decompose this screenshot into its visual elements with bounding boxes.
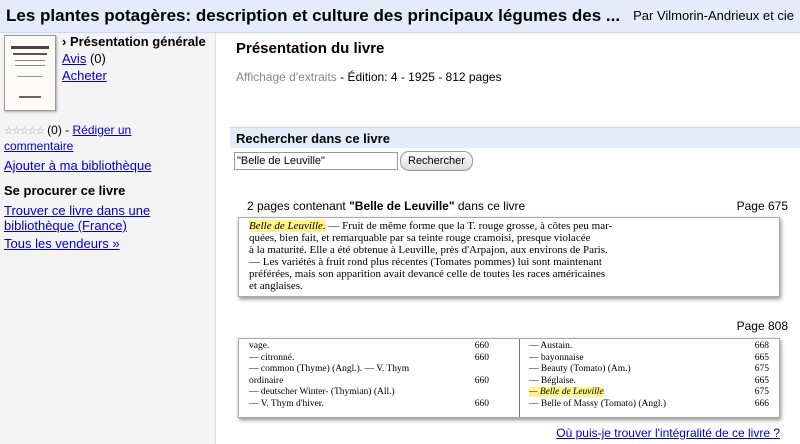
index-page: 668 [754, 341, 769, 351]
index-entry: — Béglaise. [529, 375, 576, 386]
star-rating-icon[interactable]: ☆☆☆☆☆ [4, 126, 44, 137]
page-title: Présentation du livre [236, 40, 385, 57]
sidebar-nav [62, 33, 206, 84]
sidebar [0, 33, 216, 444]
get-book-heading: Se procurer ce livre [4, 183, 126, 198]
results-summary [247, 199, 525, 213]
search-button[interactable]: Rechercher [400, 151, 473, 171]
index-page: 660 [474, 352, 489, 363]
snippet-line: préférées, mais son apparition avait devancé celle de toutes les races américaines [249, 268, 606, 280]
write-review-link[interactable]: Rédiger un commentaire [4, 123, 132, 153]
index-column-left [249, 341, 509, 410]
find-in-library-link[interactable]: Trouver ce livre dans une bibliothèque (France) [4, 203, 151, 233]
snippet-line: — Les variétés à fruit rond plus récentes (Tomates pommes) lui sont maintenant [249, 256, 602, 268]
index-entry: ordinaire [249, 375, 284, 386]
index-entry: vage. [249, 341, 270, 351]
results-suffix: dans ce livre [454, 199, 526, 213]
index-entry: — Belle of Massy (Tomato) (Angl.) [529, 398, 667, 409]
index-page: 675 [754, 364, 769, 374]
index-entry: — Beauty (Tomato) (Am.) [529, 364, 631, 374]
index-page: 660 [474, 398, 489, 409]
index-row [249, 341, 509, 353]
search-result-snippet[interactable] [238, 217, 780, 297]
reviews-count: (0) [89, 51, 106, 66]
snippet-line: — Fruit de même forme que la T. rouge grosse, à côtes peu mar- [325, 220, 613, 232]
rating-count: (0) - [47, 123, 70, 137]
search-input[interactable] [234, 152, 398, 170]
add-to-library-link[interactable]: Ajouter à ma bibliothèque [4, 158, 152, 173]
index-row [249, 387, 509, 399]
index-page: 660 [474, 375, 489, 386]
snippet-highlight: Belle de Leuville. [249, 220, 326, 232]
results-prefix: 2 pages contenant [247, 199, 350, 213]
index-entry: — common (Thyme) (Angl.). — V. Thym [249, 364, 410, 374]
index-entry: — citronné. [249, 352, 295, 363]
index-page: 666 [754, 398, 769, 409]
index-page: 675 [754, 387, 769, 397]
buy-link[interactable]: Acheter [62, 68, 107, 83]
index-entry: — deutscher Winter- (Thymian) (All.) [249, 387, 395, 397]
index-row [529, 387, 780, 399]
index-row [249, 399, 509, 411]
preview-type: Affichage d'extraits [236, 70, 337, 84]
index-row [249, 353, 509, 365]
index-row [529, 376, 780, 388]
result-page-number: Page 808 [736, 319, 788, 333]
index-entry-highlight: — Belle de Leuville [529, 387, 604, 397]
index-row [529, 353, 780, 365]
column-divider [519, 339, 520, 417]
index-row [249, 364, 509, 376]
index-page: 660 [474, 341, 489, 351]
index-entry: — Austain. [529, 341, 573, 351]
index-entry: — bayonnaise [529, 352, 584, 363]
snippet-line: quées, bien fait, et remarquable par sa teinte rouge cramoisi, presque violacée [249, 232, 591, 244]
search-heading: Rechercher dans ce livre [236, 131, 390, 146]
search-section-header [230, 127, 800, 148]
search-result-snippet[interactable] [238, 338, 780, 418]
book-author: Par Vilmorin-Andrieux et cie [633, 8, 794, 23]
index-row [529, 399, 780, 411]
sidebar-item-overview[interactable]: › Présentation générale [62, 34, 206, 49]
all-sellers-link[interactable]: Tous les vendeurs » [4, 236, 120, 251]
index-row [529, 341, 780, 353]
snippet-line: et anglaises. [249, 280, 303, 292]
results-term: "Belle de Leuville" [349, 199, 455, 213]
edition-info: - Édition: 4 - 1925 - 812 pages [340, 70, 502, 84]
snippet-line: à la maturité. Elle a été obtenue à Leuville, près d'Arpajon, aux environs de Paris. [249, 244, 608, 256]
index-entry: — V. Thym d'hiver. [249, 398, 324, 409]
index-page: 665 [754, 375, 769, 386]
index-row [249, 376, 509, 388]
where-to-find-book-link[interactable]: Où puis-je trouver l'intégralité de ce livre ? [556, 426, 780, 440]
book-meta [236, 70, 502, 84]
title-bar [0, 0, 800, 33]
index-page: 665 [754, 352, 769, 363]
index-row [529, 364, 780, 376]
result-page-number: Page 675 [736, 199, 788, 213]
book-title: Les plantes potagères: description et culture des principaux légumes des ... [6, 6, 621, 25]
book-cover-thumbnail[interactable] [4, 35, 56, 111]
index-column-right [529, 341, 780, 410]
reviews-link[interactable]: Avis [62, 51, 87, 66]
rating-block [4, 123, 154, 154]
